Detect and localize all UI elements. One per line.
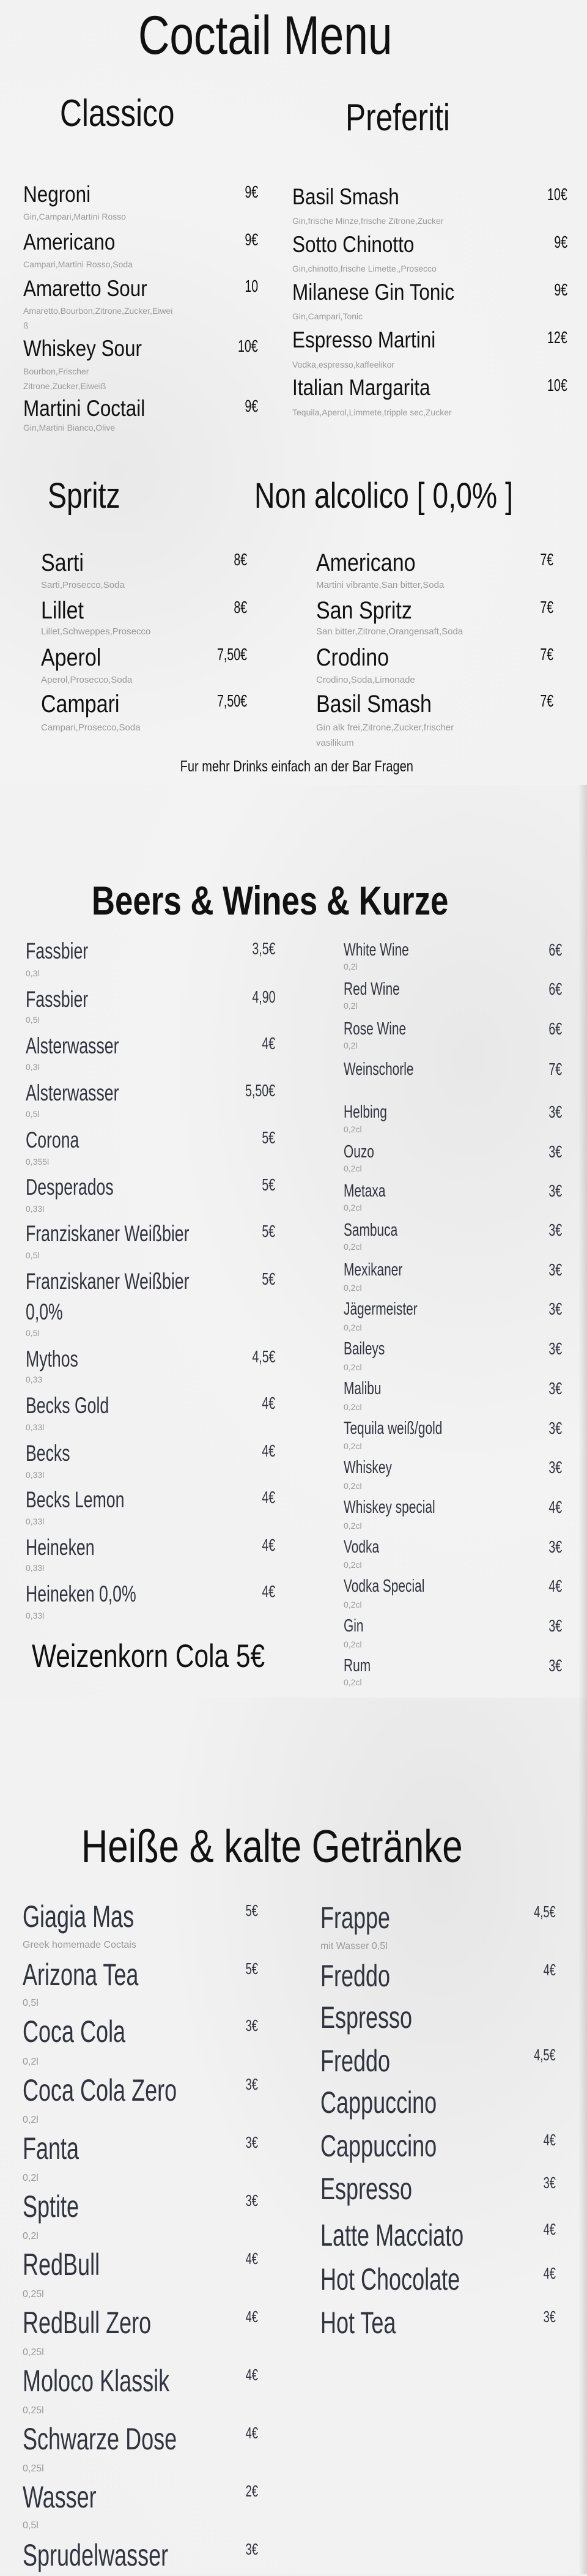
item-description: 0,25l [23,2405,44,2416]
item-name: Becks [26,1440,70,1466]
item-price: 3€ [548,1379,562,1398]
item-name: Arizona Tea [23,1957,139,1992]
item-description: 0,33l [26,1516,45,1527]
item-description: mit Wasser 0,5l [320,1941,388,1952]
item-description: 0,5l [26,1328,40,1338]
item-name: Basil Smash [292,184,399,209]
item-name: Negroni [23,181,91,207]
title-text: Beers & Wines & Kurze [92,878,449,923]
item-description: Martini vibrante,San bitter,Soda [316,579,445,590]
item-price: 5,50€ [245,1081,275,1101]
item-price: 12€ [547,328,567,347]
item-price: 4,5€ [534,1902,556,1921]
item-name: Espresso [320,2171,413,2206]
item-price: 3€ [548,1339,562,1359]
item-name: Mexikaner [344,1260,403,1280]
item-price: 3€ [548,1181,562,1201]
item-name: Freddo Cappuccino [320,2043,437,2120]
item-price: 4€ [543,2263,556,2282]
beers-wines-title [0,880,576,921]
item-description: 0,25l [23,2347,44,2358]
item-price: 7€ [540,645,553,664]
item-name: Metaxa [344,1181,386,1201]
item-price: 3€ [548,1220,562,1240]
item-description: Bourbon,Frischer Zitrone,Zucker,Eiweiß [23,366,106,392]
item-name: Whiskey special [344,1498,435,1517]
item-name: Malibu [344,1379,382,1398]
item-price: 10€ [547,376,567,395]
item-price: 4,90 [251,987,275,1007]
item-price: 5€ [245,1901,258,1920]
item-price: 5€ [245,1959,258,1978]
item-description: 0,2cl [344,1441,362,1452]
item-description: 0,2cl [344,1203,362,1213]
item-name: Lillet [41,596,84,624]
item-price: 4€ [245,2249,258,2268]
item-price: 4€ [543,2219,556,2238]
heading-text: Non alcolico [ 0,0% ] [254,476,513,516]
item-name: Fassbier [26,986,89,1012]
item-name: Sptite [23,2189,79,2224]
item-description: Gin,Martini Bianco,Olive [23,423,116,433]
item-price: 4€ [262,1441,275,1461]
item-price: 3€ [548,1616,562,1636]
item-description: Campari,Prosecco,Soda [41,722,141,733]
item-name: Sambuca [344,1220,398,1240]
item-description: 0,3l [26,968,40,979]
item-name: San Spritz [316,596,412,624]
item-description: Lillet,Schweppes,Prosecco [41,626,151,637]
item-description: 0,5l [26,1015,40,1025]
item-price: 5€ [262,1175,275,1195]
item-description: 0,2cl [344,1560,362,1570]
item-price: 6€ [548,940,562,960]
item-description: 0,2cl [344,1481,362,1491]
item-description: Vodka,espresso,kaffeelikor [292,360,395,370]
item-name: Sprudelwasser [23,2537,169,2572]
item-name: Baileys [344,1339,385,1359]
item-name: Hot Tea [320,2305,396,2340]
item-name: Martini Coctail [23,395,146,421]
item-name: Giagia Mas [23,1899,135,1934]
item-price: 5€ [262,1222,275,1241]
item-description: 0,25l [23,2289,44,2300]
item-description: Gin,frische Minze,frische Zitrone,Zucker [292,216,444,226]
item-name: Vodka Special [344,1576,425,1596]
item-name: Alsterwasser [26,1080,119,1105]
item-description: 0,5l [23,2520,39,2531]
item-price: 4€ [245,2365,258,2384]
item-description: Gin alk frei,Zitrone,Zucker,frischer vasilikum [316,722,454,749]
item-name: Franziskaner Weißbier [26,1220,190,1246]
item-description: 0,33l [26,1563,45,1573]
item-price: 7,50€ [216,691,247,711]
item-description: 0,5l [26,1250,40,1261]
item-price: 3€ [245,2016,258,2035]
item-price: 10€ [238,336,258,356]
item-price: 4€ [245,2423,258,2442]
item-name: Heineken [26,1534,95,1560]
item-name: Frappe [320,1900,391,1935]
item-description: 0,33l [26,1611,45,1621]
section-heading-spritz [48,478,138,514]
item-name: Moloco Klassik [23,2363,170,2398]
item-price: 9€ [245,396,258,416]
item-name: Rum [344,1656,371,1676]
title-text: Heiße & kalte Getränke [81,1821,463,1872]
item-name: Coca Cola [23,2014,126,2049]
item-description: 0,2cl [344,1677,362,1688]
item-price: 4€ [262,1488,275,1507]
footer-text: Fur mehr Drinks einfach an der Bar Fragen [180,758,413,775]
item-price: 3€ [245,2191,258,2210]
item-name: Hot Chocolate [320,2262,460,2296]
item-name: Heineken 0,0% [26,1581,136,1606]
item-name: Mythos [26,1346,78,1372]
item-name: Red Wine [344,979,400,999]
item-price: 3€ [543,2173,556,2192]
item-description: 0,33 [26,1375,43,1385]
item-description: 0,2l [23,2115,39,2126]
item-price: 10 [245,277,258,296]
item-price: 4€ [543,2130,556,2149]
item-description: 0,33l [26,1422,45,1433]
item-price: 3€ [548,1419,562,1438]
item-price: 9€ [245,230,258,250]
item-name: Schwarze Dose [23,2421,177,2456]
item-description: 0,2l [344,1041,358,1051]
item-description: 0,2cl [344,1402,362,1412]
item-price: 4€ [262,1535,275,1555]
item-price: 3€ [548,1656,562,1676]
item-price: 7€ [540,598,553,617]
item-price: 7€ [548,1060,562,1079]
item-name: RedBull [23,2247,100,2282]
heading-text: Preferiti [345,97,450,139]
item-description: Sarti,Prosecco,Soda [41,579,125,590]
item-description: 0,33l [26,1470,45,1480]
item-description: 0,33l [26,1204,45,1214]
item-description: 0,2l [23,2173,39,2184]
item-description: 0,2l [23,2231,39,2242]
item-description: 0,2cl [344,1323,362,1333]
item-description: Crodino,Soda,Limonade [316,674,415,685]
item-price: 3€ [548,1142,562,1162]
menu-title [0,4,571,65]
heading-text: Spritz [48,476,120,516]
item-description: 0,355l [26,1157,50,1167]
item-description: 0,2cl [344,1639,362,1650]
footer-note [0,759,587,774]
item-price: 4,5€ [534,2045,556,2064]
item-price: 3€ [548,1260,562,1280]
item-price: 3€ [245,2539,258,2558]
item-description: 0,2cl [344,1362,362,1373]
item-name: White Wine [344,940,409,960]
item-price: 4€ [262,1034,275,1053]
item-price: 10€ [547,185,567,204]
item-name: Corona [26,1127,79,1153]
item-description: 0,2l [344,962,358,972]
item-name: Sarti [41,549,84,576]
item-name: Weinschorle [344,1060,414,1079]
item-description: Gin,Campari,Martini Rosso [23,212,127,222]
item-price: 8€ [234,598,247,617]
item-price: 9€ [245,182,258,202]
item-name: Alsterwasser [26,1033,119,1058]
item-description: 0,2cl [344,1600,362,1610]
item-name: Desperados [26,1174,114,1200]
item-name: Basil Smash [316,690,432,718]
item-price: 4€ [548,1576,562,1596]
section-heading-non-alcolico [254,478,578,514]
item-description: 0,2l [23,2057,39,2068]
item-description: 0,25l [23,2463,44,2474]
item-name: Americano [316,549,416,576]
item-name: RedBull Zero [23,2305,152,2340]
item-name: Vodka [344,1537,380,1557]
item-price: 3€ [548,1299,562,1319]
item-price: 2€ [245,2481,258,2500]
item-name: Fassbier [26,938,89,963]
item-name: Becks Gold [26,1392,109,1418]
item-description: Gin,Campari,Tonic [292,311,363,322]
item-price: 3€ [548,1458,562,1477]
item-name: Sotto Chinotto [292,231,415,257]
menu-title-text: Coctail Menu [138,4,393,65]
item-price: 8€ [234,550,247,570]
item-name: Tequila weiß/gold [344,1419,443,1438]
item-price: 4€ [245,2307,258,2326]
item-price: 3€ [543,2307,556,2326]
item-description: 0,2cl [344,1124,362,1135]
item-description: 0,2l [344,1001,358,1011]
item-name: Jägermeister [344,1299,418,1319]
item-description: Aperol,Prosecco,Soda [41,674,133,685]
item-description: 0,2cl [344,1521,362,1531]
item-name: Rose Wine [344,1019,407,1039]
item-name: Coca Cola Zero [23,2073,177,2107]
item-price: 4€ [543,1960,556,1979]
item-description: Tequila,Aperol,Limmete,tripple sec,Zucker [292,407,452,418]
heading-text: Classico [60,92,175,135]
item-description: 0,2cl [344,1164,362,1174]
item-description: 0,2cl [344,1283,362,1293]
item-description: 0,2cl [344,1242,362,1252]
item-name: Wasser [23,2479,97,2514]
item-name: Fanta [23,2131,79,2166]
item-name: Campari [41,690,120,718]
item-description: Gin,chinotto,frische Limette,,Prosecco [292,264,437,274]
section-heading-preferiti [345,99,476,137]
item-description: San bitter,Zitrone,Orangensaft,Soda [316,626,463,637]
item-name: Latte Macciato [320,2218,464,2252]
item-name: Italian Margarita [292,374,430,400]
item-description: Campari,Martini Rosso,Soda [23,259,133,270]
promo-text: Weizenkorn Cola 5€ [32,1638,265,1674]
item-price: 3€ [245,2132,258,2151]
item-name: Milanese Gin Tonic [292,279,455,305]
item-price: 6€ [548,1019,562,1039]
promo-weizenkorn-cola [32,1640,323,1672]
item-name: Helbing [344,1102,387,1122]
item-name: Amaretto Sour [23,275,147,301]
item-price: 3€ [245,2074,258,2093]
item-price: 4€ [262,1582,275,1602]
item-price: 9€ [554,280,567,300]
item-price: 4€ [548,1498,562,1517]
item-price: 4,5€ [251,1347,275,1367]
hot-cold-title [0,1821,578,1872]
item-name: Franziskaner Weißbier 0,0% [26,1268,190,1324]
item-price: 9€ [554,232,567,252]
item-price: 4€ [262,1394,275,1413]
item-name: Cappuccino [320,2128,437,2163]
item-name: Ouzo [344,1142,374,1162]
item-name: Aperol [41,644,102,671]
item-name: Becks Lemon [26,1487,125,1512]
item-price: 5€ [262,1128,275,1148]
item-description: 0,5l [26,1109,40,1119]
item-name: Whiskey Sour [23,335,142,361]
item-description: Amaretto,Bourbon,Zitrone,Zucker,Eiwei ß [23,306,173,331]
item-price: 7,50€ [216,645,247,664]
item-name: Freddo Espresso [320,1958,413,2035]
item-description: 0,5l [23,1998,39,2009]
item-description: 0,3l [26,1062,40,1072]
item-name: Crodino [316,644,389,671]
item-name: Americano [23,229,116,254]
item-price: 3,5€ [251,939,275,959]
item-price: 7€ [540,691,553,711]
item-price: 3€ [548,1102,562,1122]
item-description: Greek homemade Coctais [23,1940,136,1951]
item-name: Gin [344,1616,364,1636]
item-price: 3€ [548,1537,562,1557]
item-price: 6€ [548,979,562,999]
item-price: 5€ [262,1269,275,1289]
item-name: Whiskey [344,1458,392,1477]
item-name: Espresso Martini [292,327,436,352]
item-price: 7€ [540,550,553,570]
section-heading-classico [60,92,203,135]
